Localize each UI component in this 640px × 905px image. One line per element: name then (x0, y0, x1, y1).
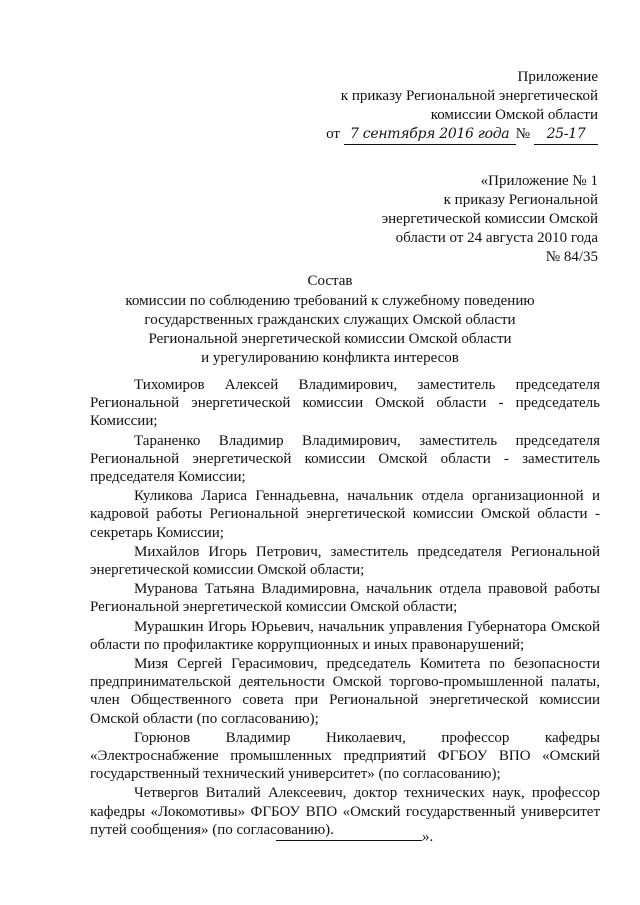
member-entry: Тихомиров Алексей Владимирович, заместитель председателя Региональной энергетической комиссии Омской области - председатель Комиссии; (90, 377, 600, 430)
member-entry: Четвергов Виталий Алексеевич, доктор технических наук, профессор кафедры «Локомотивы» ФГБОУ ВПО «Омский государственный университет путей сообщения» (по согласованию). (90, 785, 600, 838)
appendix-1-reference (382, 172, 598, 267)
closing-line (276, 826, 433, 846)
appendix-header-line: к приказу Региональной энергетической (340, 88, 598, 104)
heading-subtitle-line: Региональной энергетической комиссии Омской области (148, 331, 512, 347)
commission-members-list (90, 376, 600, 840)
appendix-header-line: Приложение (517, 69, 598, 85)
member-entry: Мурашкин Игорь Юрьевич, начальник управления Губернатора Омской области по профилактике коррупционных и иных правонарушений; (90, 618, 600, 653)
member-entry: Муранова Татьяна Владимировна, начальник отдела правовой работы Региональной энергетической комиссии Омской области; (90, 581, 600, 616)
number-sign: № (515, 126, 530, 142)
appendix-header-line: комиссии Омской области (430, 107, 598, 123)
heading-title: Состав (307, 273, 353, 289)
document-heading (60, 272, 600, 368)
heading-subtitle-line: комиссии по соблюдению требований к служебному поведению (125, 293, 535, 309)
handwritten-order-date: 7 сентября 2016 года (344, 125, 516, 145)
member-entry: Михайлов Игорь Петрович, заместитель председателя Региональной энергетической комиссии Омской области; (90, 543, 600, 579)
heading-subtitle-line: государственных гражданских служащих Омской области (144, 312, 516, 328)
appendix-1-line: № 84/35 (545, 249, 598, 265)
closing-quote: ». (422, 829, 434, 845)
order-reference-line (326, 125, 598, 145)
closing-underline (276, 826, 422, 841)
handwritten-order-number: 25-17 (534, 125, 598, 145)
order-prefix: от (326, 126, 340, 142)
appendix-1-line: области от 24 августа 2010 года (395, 230, 598, 246)
member-entry: Куликова Лариса Геннадьевна, начальник отдела организационной и кадровой работы Региональной энергетической комиссии Омской области - секретарь Комиссии; (90, 488, 600, 541)
heading-subtitle-line: и урегулированию конфликта интересов (201, 350, 459, 366)
member-entry: Мизя Сергей Герасимович, председатель Комитета по безопасности предпринимательской деятельности Омской торгово-промышленной палаты, член Общественного совета при Региональной энергетической комиссии Омской области (по согласованию); (90, 656, 600, 727)
appendix-1-line: «Приложение № 1 (480, 173, 598, 189)
appendix-1-line: энергетической комиссии Омской (381, 211, 598, 227)
appendix-1-line: к приказу Региональной (443, 192, 598, 208)
member-entry: Горюнов Владимир Николаевич, профессор кафедры «Электроснабжение промышленных предприятий ФГБОУ ВПО «Омский государственный технический университет» (по согласованию); (90, 729, 600, 783)
member-entry: Тараненко Владимир Владимирович, заместитель председателя Региональной энергетической комиссии Омской области - заместитель председателя Комиссии; (90, 432, 600, 486)
appendix-header (326, 68, 598, 145)
